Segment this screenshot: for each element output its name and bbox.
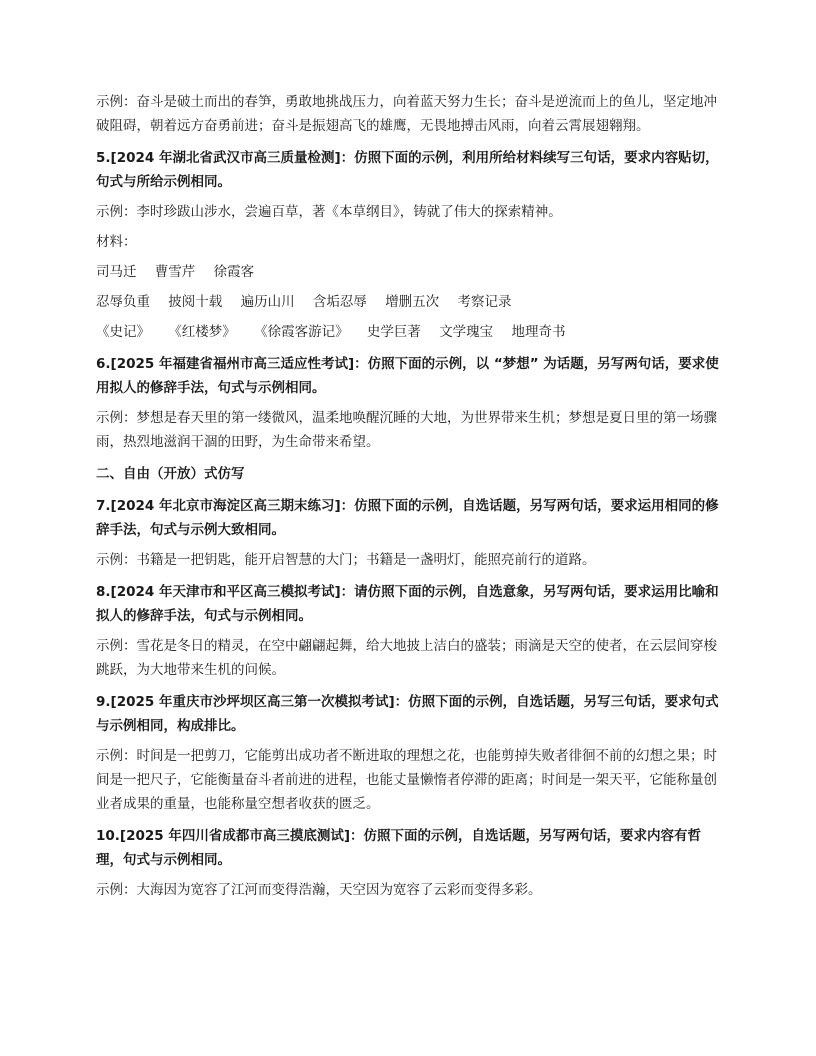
document-page bbox=[96, 90, 720, 902]
q6-example: 示例：梦想是春天里的第一缕微风，温柔地唤醒沉睡的大地，为世界带来生机；梦想是夏日里的第一场骤雨，热烈地滋润干涸的田野，为生命带来希望。 bbox=[96, 410, 717, 450]
q10-stem: 10.[2025 年四川省成都市高三摸底测试]：仿照下面的示例，自选话题，另写两句话，要求内容有哲理，句式与示例相同。 bbox=[96, 828, 702, 868]
material-item: 遍历山川 bbox=[240, 294, 295, 310]
q5-stem: 5.[2024 年湖北省武汉市高三质量检测]：仿照下面的示例，利用所给材料续写三句话，要求内容贴切，句式与所给示例相同。 bbox=[96, 150, 719, 190]
q5-materials-row2 bbox=[96, 290, 720, 314]
material-item: 文学瑰宝 bbox=[439, 324, 494, 340]
section-title: 二、自由（开放）式仿写 bbox=[96, 466, 245, 482]
q5-materials-row1 bbox=[96, 260, 720, 284]
material-item: 司马迁 bbox=[96, 264, 137, 280]
material-item: 含垢忍辱 bbox=[312, 294, 367, 310]
q7-example: 示例：书籍是一把钥匙，能开启智慧的大门；书籍是一盏明灯，能照亮前行的道路。 bbox=[96, 552, 596, 568]
q9-stem: 9.[2025 年重庆市沙坪坝区高三第一次模拟考试]：仿照下面的示例，自选话题，另写三句话，要求句式与示例相同，构成排比。 bbox=[96, 694, 719, 734]
material-item: 徐霞客 bbox=[213, 264, 255, 280]
material-item: 史学巨著 bbox=[366, 324, 421, 340]
q6-stem: 6.[2025 年福建省福州市高三适应性考试]：仿照下面的示例，以 “梦想” 为话题，另写两句话，要求使用拟人的修辞手法，句式与示例相同。 bbox=[96, 356, 719, 396]
q8-stem: 8.[2024 年天津市和平区高三模拟考试]：请仿照下面的示例，自选意象，另写两句话，要求运用比喻和拟人的修辞手法，句式与示例相同。 bbox=[96, 584, 719, 624]
material-item: 《红楼梦》 bbox=[168, 324, 236, 340]
q5-materials-label: 材料： bbox=[96, 234, 137, 250]
q4-example: 示例：奋斗是破土而出的春笋，勇敢地挑战压力，向着蓝天努力生长；奋斗是逆流而上的鱼儿，坚定地冲破阻碍，朝着远方奋勇前进；奋斗是振翅高飞的雄鹰，无畏地搏击风雨，向着云霄展翅翱翔。 bbox=[96, 94, 717, 134]
material-item: 披阅十载 bbox=[168, 294, 223, 310]
material-item: 考察记录 bbox=[457, 294, 512, 310]
material-item: 曹雪芹 bbox=[154, 264, 196, 280]
q9-example: 示例：时间是一把剪刀，它能剪出成功者不断进取的理想之花，也能剪掉失败者徘徊不前的幻想之果；时间是一把尺子，它能衡量奋斗者前进的进程，也能丈量懒惰者停滞的距离；时间是一架天平，它能称量创业者成果的重量，也能称量空想者收获的匮乏。 bbox=[96, 748, 717, 812]
q10-example: 示例：大海因为宽容了江河而变得浩瀚，天空因为宽容了云彩而变得多彩。 bbox=[96, 882, 542, 898]
q5-example: 示例：李时珍跋山涉水，尝遍百草，著《本草纲目》，铸就了伟大的探索精神。 bbox=[96, 204, 562, 220]
q8-example: 示例：雪花是冬日的精灵，在空中翩翩起舞，给大地披上洁白的盛装；雨滴是天空的使者，在云层间穿梭跳跃，为大地带来生机的问候。 bbox=[96, 638, 717, 678]
material-item: 增删五次 bbox=[385, 294, 440, 310]
q7-stem: 7.[2024 年北京市海淀区高三期末练习]：仿照下面的示例，自选话题，另写两句话，要求运用相同的修辞手法，句式与示例大致相同。 bbox=[96, 498, 719, 538]
material-item: 《史记》 bbox=[96, 324, 150, 340]
material-item: 《徐霞客游记》 bbox=[254, 324, 349, 340]
material-item: 忍辱负重 bbox=[96, 294, 150, 310]
q5-materials-row3 bbox=[96, 320, 720, 344]
material-item: 地理奇书 bbox=[511, 324, 566, 340]
